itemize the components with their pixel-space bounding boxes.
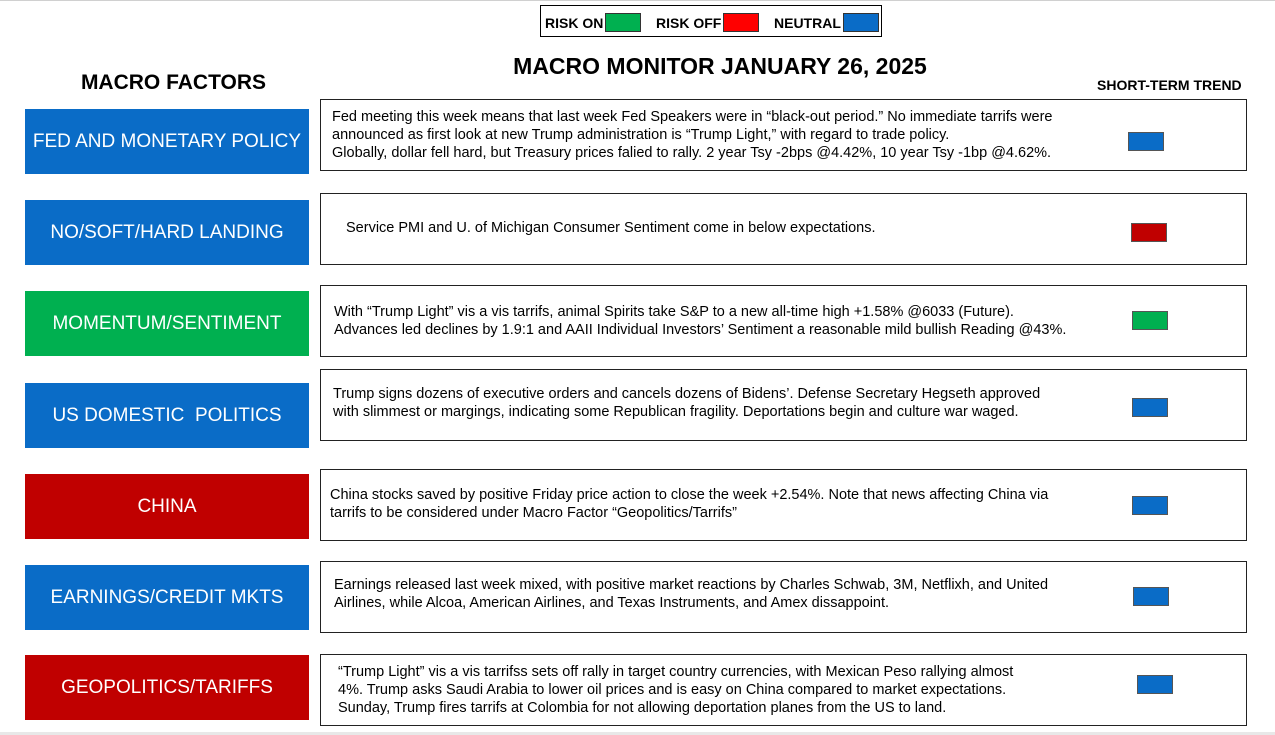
trend-indicator-earnings-credit (1133, 587, 1169, 606)
commentary-fed-monetary-policy (320, 99, 1247, 171)
commentary-line: with slimmest or margings, indicating some Republican fragility. Deportations begin and culture war waged. (333, 404, 1019, 420)
trend-indicator-momentum-sentiment (1132, 311, 1168, 330)
legend-risk-off-swatch (723, 13, 759, 32)
legend (540, 5, 882, 37)
trend-indicator-landing (1131, 223, 1167, 242)
factor-momentum-sentiment: MOMENTUM/SENTIMENT (25, 291, 309, 356)
commentary-line: Trump signs dozens of executive orders and cancels dozens of Bidens’. Defense Secretary Hegseth approved (333, 386, 1041, 402)
macro-factors-header: MACRO FACTORS (80, 71, 267, 94)
commentary-line: “Trump Light” vis a vis tarrifss sets off rally in target country currencies, with Mexican Peso rallying almost (338, 664, 1014, 680)
commentary-line: announced as first look at new Trump administration is “Trump Light,” with regard to trade policy. (332, 127, 950, 143)
short-term-trend-header: SHORT-TERM TREND (1097, 77, 1242, 93)
commentary-line: China stocks saved by positive Friday price action to close the week +2.54%. Note that news affecting China via (330, 487, 1049, 503)
trend-indicator-china (1132, 496, 1168, 515)
factor-china: CHINA (25, 474, 309, 539)
commentary-line: Airlines, while Alcoa, American Airlines, and Texas Instruments, and Amex dissappoint. (334, 595, 890, 611)
trend-indicator-us-domestic-politics (1132, 398, 1168, 417)
factor-earnings-credit: EARNINGS/CREDIT MKTS (25, 565, 309, 630)
factor-us-domestic-politics: US DOMESTIC POLITICS (25, 383, 309, 448)
commentary-line: 4%. Trump asks Saudi Arabia to lower oil prices and is easy on China compared to market expectations. (338, 682, 1007, 698)
page-title: MACRO MONITOR JANUARY 26, 2025 (513, 53, 927, 79)
commentary-line: tarrifs to be considered under Macro Factor “Geopolitics/Tarrifs” (330, 505, 737, 521)
legend-neutral-swatch (843, 13, 879, 32)
commentary-line: With “Trump Light” vis a vis tarrifs, animal Spirits take S&P to a new all-time high +1.58% @6033 (Future). (334, 304, 1014, 320)
commentary-landing (320, 193, 1247, 265)
commentary-line: Earnings released last week mixed, with positive market reactions by Charles Schwab, 3M, Netflixh, and United (334, 577, 1049, 593)
commentary-line: Sunday, Trump fires tarrifs at Colombia for not allowing deportation planes from the US to land. (338, 700, 947, 716)
commentary-line: Globally, dollar fell hard, but Treasury prices falied to rally. 2 year Tsy -2bps @4.42%, 10 year Tsy -1bp @4.62%. (332, 145, 1052, 161)
trend-indicator-geopolitics-tariffs (1137, 675, 1173, 694)
legend-risk-off-label: RISK OFF (656, 15, 722, 31)
factor-geopolitics-tariffs: GEOPOLITICS/TARIFFS (25, 655, 309, 720)
commentary-earnings-credit (320, 561, 1247, 633)
factor-landing: NO/SOFT/HARD LANDING (25, 200, 309, 265)
commentary-geopolitics-tariffs (320, 654, 1247, 726)
commentary-momentum-sentiment (320, 285, 1247, 357)
commentary-line: Service PMI and U. of Michigan Consumer Sentiment come in below expectations. (346, 220, 876, 236)
factor-fed-monetary-policy: FED AND MONETARY POLICY (25, 109, 309, 174)
commentary-china (320, 469, 1247, 541)
legend-risk-on-swatch (605, 13, 641, 32)
trend-indicator-fed-monetary-policy (1128, 132, 1164, 151)
commentary-us-domestic-politics (320, 369, 1247, 441)
commentary-line: Fed meeting this week means that last week Fed Speakers were in “black-out period.” No immediate tarrifs were (332, 109, 1053, 125)
legend-neutral-label: NEUTRAL (774, 15, 841, 31)
commentary-line: Advances led declines by 1.9:1 and AAII Individual Investors’ Sentiment a reasonable mild bullish Reading @43%. (334, 322, 1067, 338)
top-rule (0, 0, 1275, 1)
legend-risk-on-label: RISK ON (545, 15, 604, 31)
